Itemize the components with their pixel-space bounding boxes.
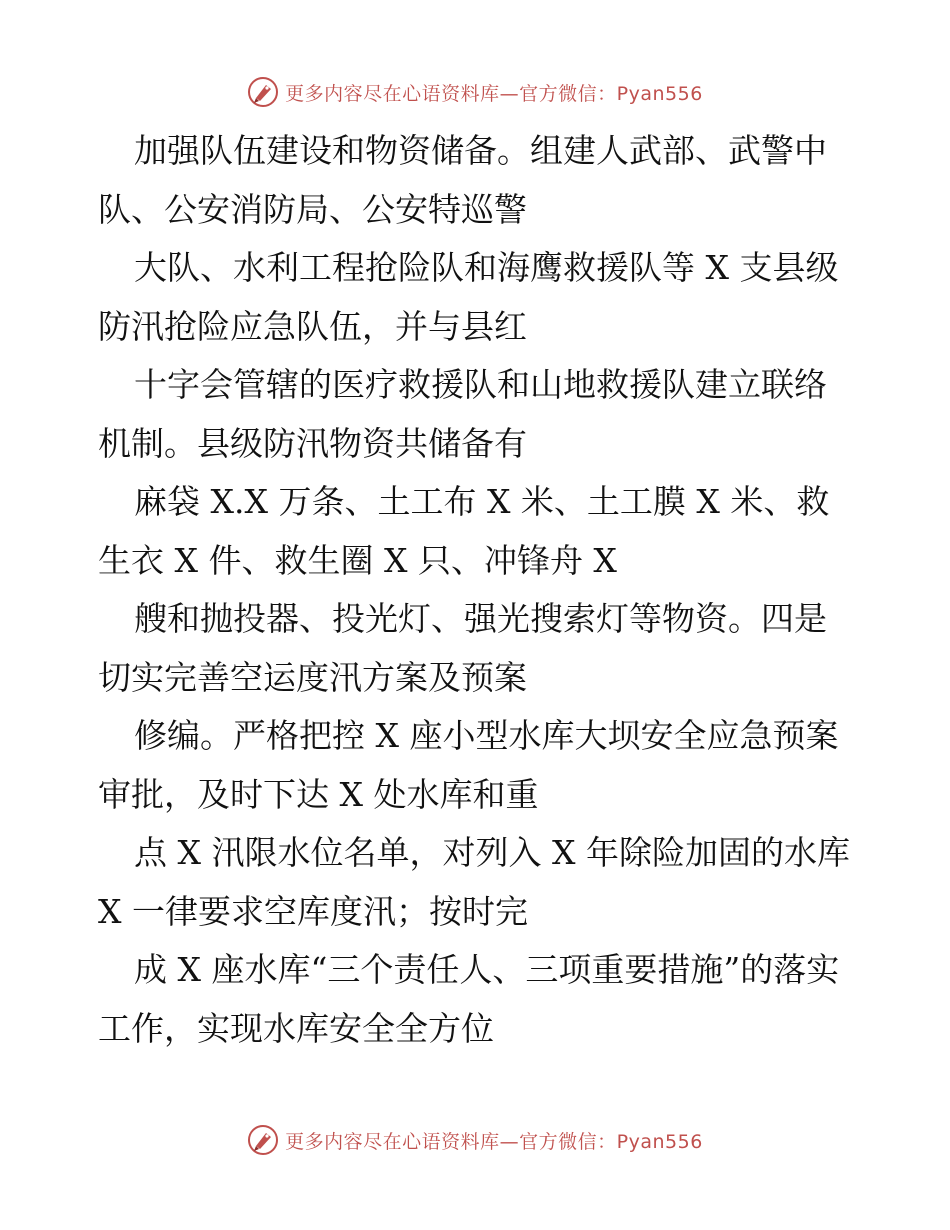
paragraph: 大队、水利工程抢险队和海鹰救援队等 X 支县级防汛抢险应急队伍，并与县红 [98,248,839,346]
header-watermark-banner [0,72,950,112]
footer-watermark-banner [0,1120,950,1160]
document-body [98,122,858,1058]
pen-nib-logo-icon [247,1124,279,1156]
header-watermark-text: 更多内容尽在心语资料库—官方微信：Pyan556 [285,82,703,105]
paragraph: 加强队伍建设和物资储备。组建人武部、武警中队、公安消防局、公安特巡警 [98,131,827,229]
paragraph: 艘和抛投器、投光灯、强光搜索灯等物资。四是切实完善空运度汛方案及预案 [98,599,827,697]
paragraph: 麻袋 X.X 万条、土工布 X 米、土工膜 X 米、救生衣 X 件、救生圈 X 只、冲锋舟 X [98,482,830,580]
paragraph: 修编。严格把控 X 座小型水库大坝安全应急预案审批，及时下达 X 处水库和重 [98,716,839,814]
paragraph: 成 X 座水库“三个责任人、三项重要措施”的落实工作，实现水库安全全方位 [98,950,840,1048]
footer-watermark-text: 更多内容尽在心语资料库—官方微信：Pyan556 [285,1130,703,1153]
paragraph: 十字会管辖的医疗救援队和山地救援队建立联络机制。县级防汛物资共储备有 [98,365,827,463]
pen-nib-logo-icon [247,76,279,108]
paragraph: 点 X 汛限水位名单，对列入 X 年除险加固的水库 X 一律要求空库度汛；按时完 [98,833,850,931]
